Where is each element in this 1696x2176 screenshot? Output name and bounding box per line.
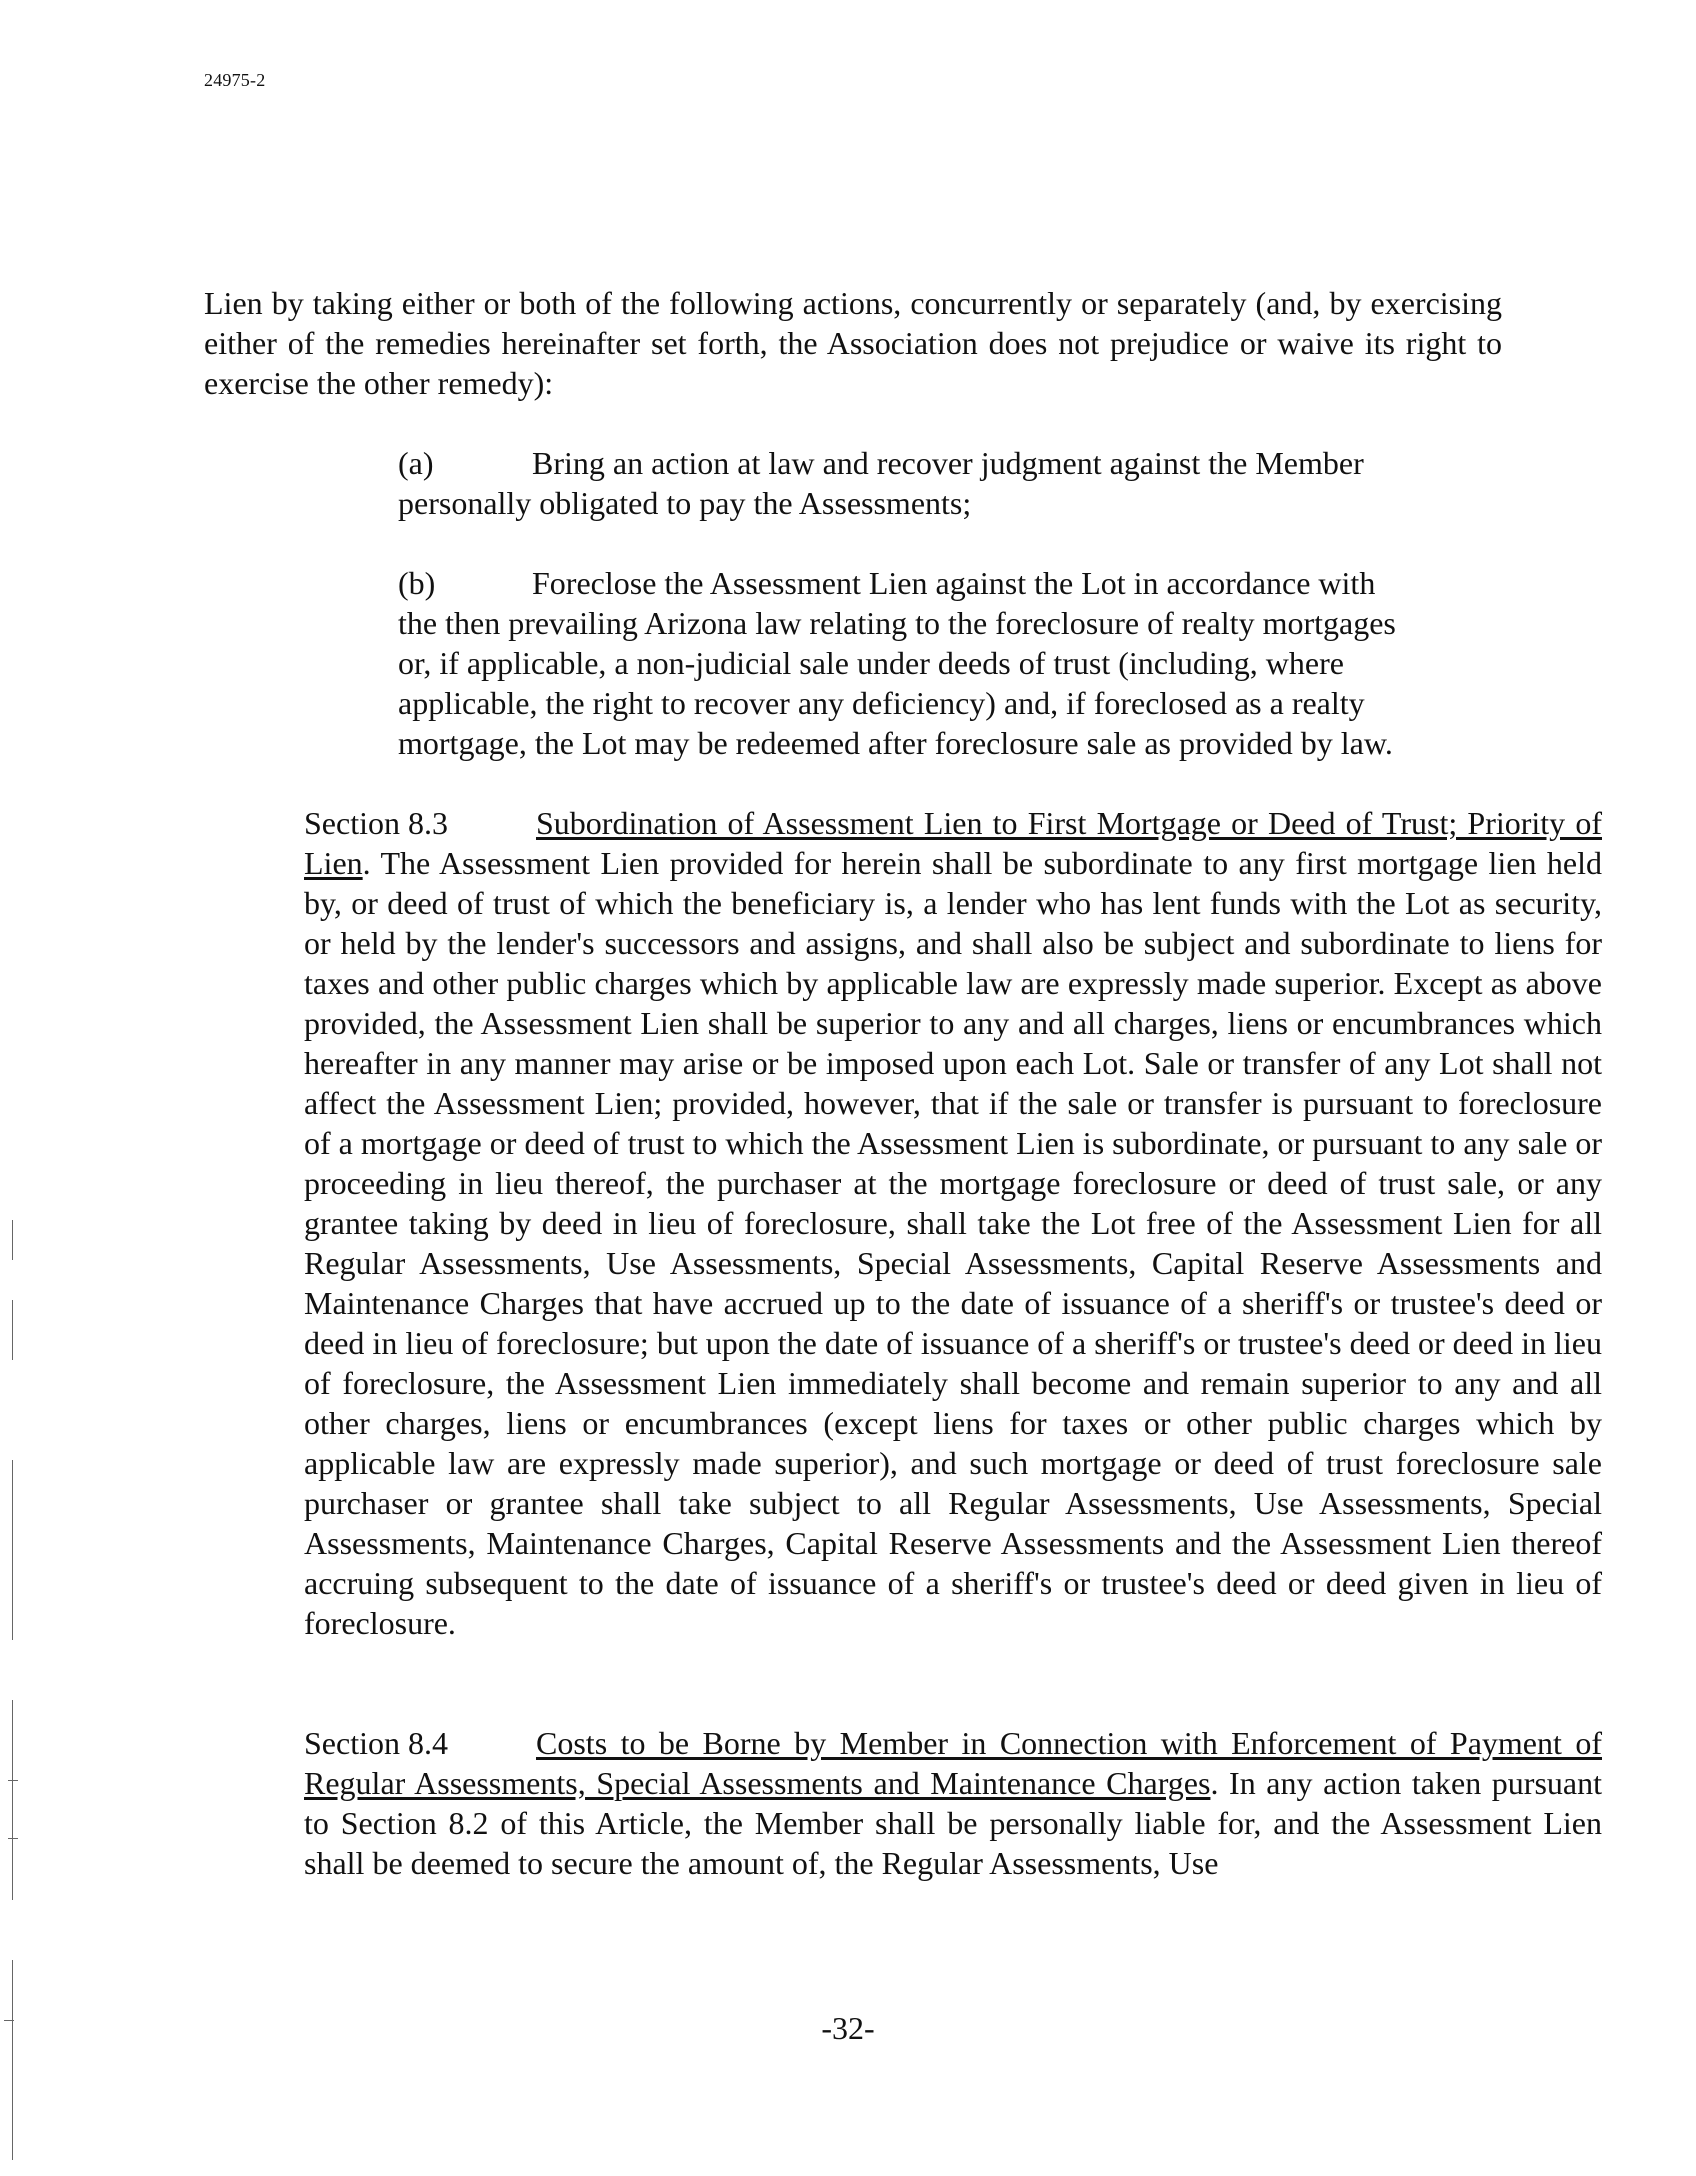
list-item-a-text: Bring an action at law and recover judgment against the Member personally obligated to pay the Assessments; (398, 445, 1364, 521)
list-item-b-line (302, 563, 1406, 763)
scan-mark (8, 1780, 18, 1781)
scan-mark (8, 1838, 18, 1839)
scan-mark (4, 2020, 14, 2021)
scan-mark (12, 1300, 13, 1360)
scan-mark (12, 1220, 13, 1260)
list-marker-a: (a) (398, 445, 434, 481)
section-8-3-heading: Subordination of Assessment Lien to First Mortgage or Deed of Trust; Priority of Lien (304, 805, 1602, 881)
scan-mark (12, 1700, 13, 1900)
section-8-4-number: Section 8.4 (304, 1725, 448, 1761)
section-8-4 (204, 1723, 1602, 1883)
scan-mark (12, 1960, 13, 2160)
scan-mark (12, 1460, 13, 1640)
list-item-b (302, 563, 1406, 763)
list-item-b-text: Foreclose the Assessment Lien against the Lot in accordance with the then prevailing Arizona law relating to the foreclosure of realty mortgages or, if applicable, a non-judicial sale under deeds of trust (including, where applicable, the right to recover any deficiency) and, if foreclosed as a realty mortgage, the Lot may be redeemed after foreclosure sale as provided by law. (398, 565, 1396, 761)
section-8-3 (204, 803, 1602, 1643)
section-8-4-heading: Costs to be Borne by Member in Connection with Enforcement of Payment of Regular Assessments, Special Assessments and Maintenance Charges (304, 1725, 1602, 1801)
list-marker-b: (b) (398, 565, 436, 601)
section-8-3-number: Section 8.3 (304, 805, 448, 841)
section-8-3-text: . The Assessment Lien provided for herein shall be subordinate to any first mortgage lien held by, or deed of trust of which the beneficiary is, a lender who has lent funds with the Lot as security, or held by the lender's successors and assigns, and shall also be subject and subordinate to liens for taxes and other public charges which by applicable law are expressly made superior. Except as above provided, the Assessment Lien shall be superior to any and all charges, liens or encumbrances which hereafter in any manner may arise or be imposed upon each Lot. Sale or transfer of any Lot shall not affect the Assessment Lien; provided, however, that if the sale or transfer is pursuant to foreclosure of a mortgage or deed of trust to which the Assessment Lien is subordinate, or pursuant to any sale or proceeding in lieu thereof, the purchaser at the mortgage foreclosure or deed of trust sale, or any grantee taking by deed in lieu of foreclosure, shall take the Lot free of the Assessment Lien for all Regular Assessments, Use Assessments, Special Assessments, Capital Reserve Assessments and Maintenance Charges that have accrued up to the date of issuance of a sheriff's or trustee's deed or deed in lieu of foreclosure; but upon the date of issuance of a sheriff's or trustee's deed or deed in lieu of foreclosure, the Assessment Lien immediately shall become and remain superior to any and all other charges, liens or encumbrances (except liens for taxes or other public charges which by applicable law are expressly made superior), and such mortgage or deed of trust foreclosure sale purchaser or grantee shall take subject to all Regular Assessments, Use Assessments, Special Assessments, Maintenance Charges, Capital Reserve Assessments and the Assessment Lien thereof accruing subsequent to the date of issuance of a sheriff's or trustee's deed or deed given in lieu of foreclosure. (304, 845, 1602, 1641)
page-number: -32- (821, 2010, 875, 2046)
document-id: 24975-2 (204, 70, 266, 90)
list-item-a (302, 443, 1406, 523)
section-8-4-text: . In any action taken pursuant to Section 8.2 of this Article, the Member shall be personally liable for, and the Assessment Lien shall be deemed to secure the amount of, the Regular Assessments, Use (304, 1765, 1603, 1881)
intro-paragraph: Lien by taking either or both of the following actions, concurrently or separately (and, by exercising either of the remedies hereinafter set forth, the Association does not prejudice or waive its right to exercise the other remedy): (204, 285, 1502, 401)
list-item-a-line (302, 443, 1406, 523)
